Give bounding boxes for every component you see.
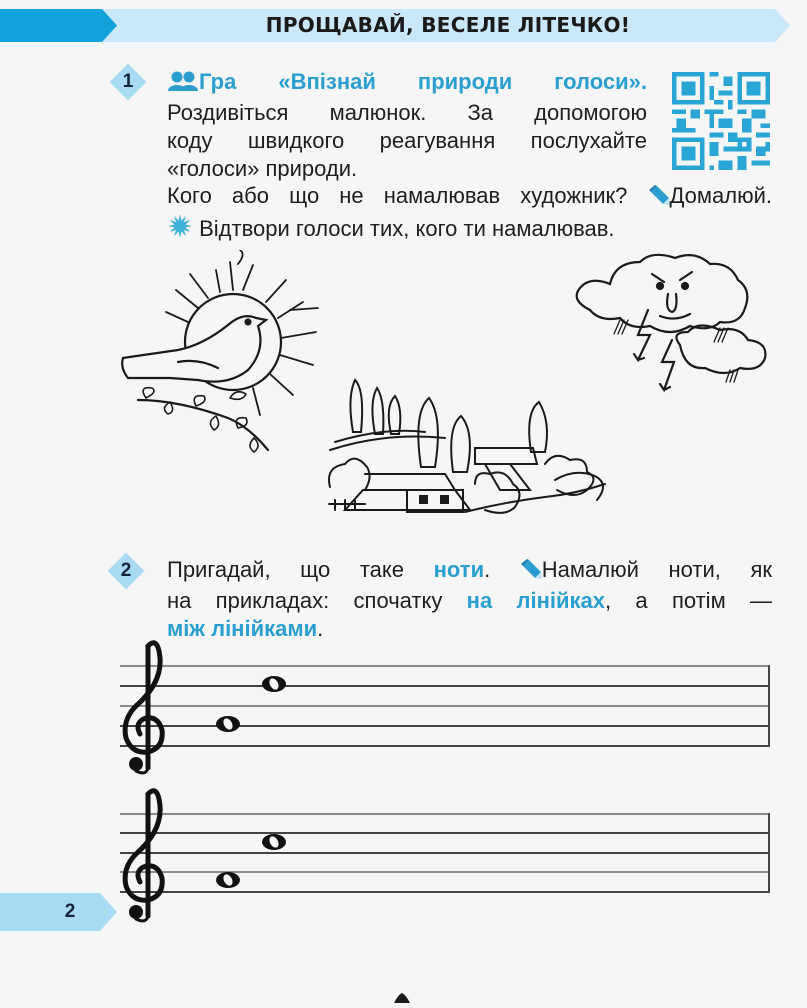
task-number: 1 xyxy=(122,71,134,92)
staff-line xyxy=(120,685,770,687)
keyword-on-lines: на лінійках xyxy=(466,588,605,613)
staff-line xyxy=(120,852,770,854)
qr-code-icon[interactable] xyxy=(672,72,770,170)
bird-with-sun-illustration xyxy=(118,250,338,460)
task1-question: Кого або що не намалював художник? xyxy=(167,183,628,208)
music-staff-on-lines[interactable] xyxy=(120,665,770,747)
task2-instructions xyxy=(167,556,772,643)
treble-clef-icon xyxy=(118,786,178,926)
task2-text: . xyxy=(317,616,324,641)
pencil-icon xyxy=(520,558,542,587)
voice-instruction: Відтвори голоси тих, кого ти намалював. xyxy=(199,216,615,241)
task2-text: . xyxy=(484,557,520,582)
star-sound-icon xyxy=(167,213,193,246)
pencil-icon xyxy=(648,184,670,213)
task1-title: Гра «Впізнай природи голоси». xyxy=(199,69,647,94)
task2-text: Намалюй ноти, як xyxy=(541,557,772,582)
task-number: 2 xyxy=(120,560,132,581)
task1-instructions xyxy=(167,182,772,246)
draw-label: Домалюй. xyxy=(669,183,772,208)
staff-line xyxy=(120,813,770,815)
task2-text: Пригадай, що таке xyxy=(167,557,434,582)
keyword-notes: ноти xyxy=(433,557,485,582)
barline xyxy=(768,813,770,893)
task1-line: коду швидкого реагування послухайте xyxy=(167,128,647,153)
staff-line xyxy=(120,832,770,834)
barline xyxy=(768,665,770,747)
task2-text: на прикладах: спочатку xyxy=(167,588,467,613)
pair-work-icon xyxy=(167,70,199,99)
staff-line xyxy=(120,665,770,667)
staff-line xyxy=(120,705,770,707)
village-landscape-illustration xyxy=(325,372,610,517)
page-number: 2 xyxy=(64,901,76,922)
staff-line xyxy=(120,745,770,747)
task1-line: «голоси» природи. xyxy=(167,156,358,181)
whole-note-icon xyxy=(215,715,241,733)
task1-line: Роздивіться малюнок. За допомогою xyxy=(167,100,647,125)
page-title: ПРОЩАВАЙ, ВЕСЕЛЕ ЛІТЕЧКО! xyxy=(265,13,631,37)
whole-note-icon xyxy=(215,871,241,889)
page-corner-mark xyxy=(394,990,410,1000)
whole-note-icon xyxy=(261,675,287,693)
task2-text: , а потім — xyxy=(605,588,772,613)
task-number-badge xyxy=(108,553,144,589)
title-banner-accent xyxy=(0,9,117,42)
thunder-cloud-illustration xyxy=(570,250,775,405)
whole-note-icon xyxy=(261,833,287,851)
task1-intro xyxy=(167,68,647,183)
staff-line xyxy=(120,891,770,893)
task-number-badge xyxy=(110,64,146,100)
keyword-between-lines: між лінійками xyxy=(167,616,318,641)
treble-clef-icon xyxy=(118,638,178,778)
